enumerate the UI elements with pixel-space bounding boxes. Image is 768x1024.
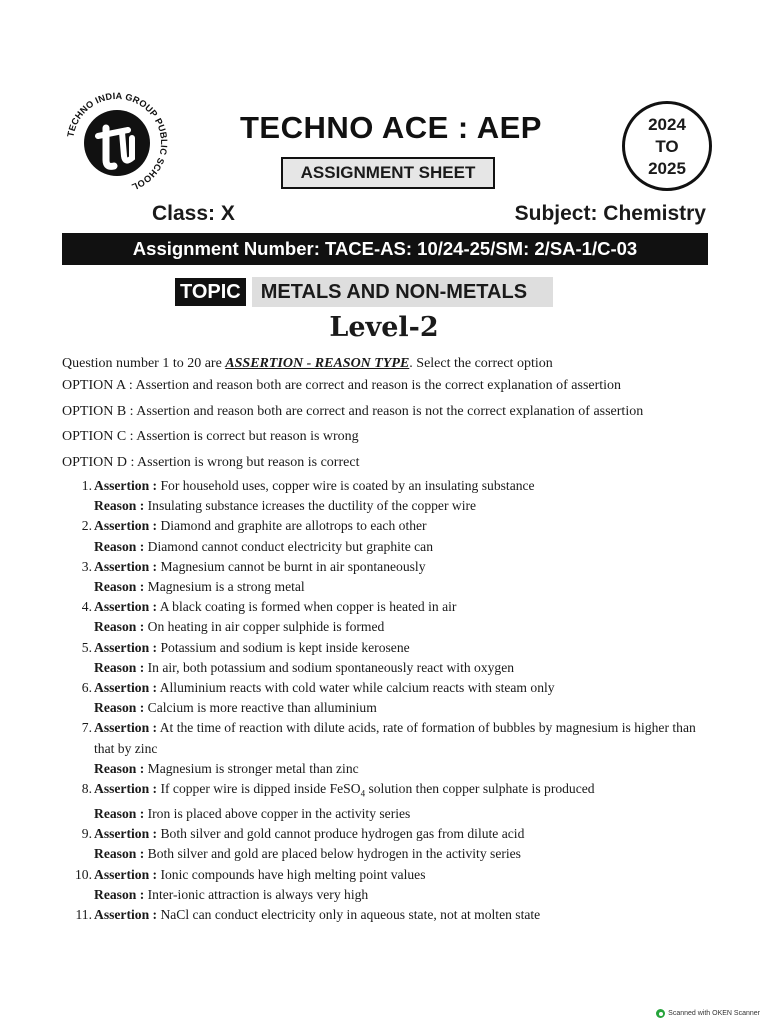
- reason-label: Reason :: [94, 846, 145, 862]
- assertion-line: [94, 779, 712, 804]
- assertion-label: Assertion :: [94, 518, 158, 534]
- topic-row: [175, 277, 553, 307]
- assertion-line: [94, 824, 712, 844]
- year-to: TO: [655, 137, 679, 156]
- assertion-line: [94, 476, 712, 496]
- reason-text: Magnesium is stronger metal than zinc: [144, 760, 359, 776]
- assertion-line: [94, 516, 712, 536]
- assertion-text: NaCl can conduct electricity only in aqueous state, not at molten state: [157, 906, 541, 922]
- topic-tag: TOPIC: [175, 278, 246, 306]
- assertion-text: Magnesium cannot be burnt in air spontaneously: [157, 558, 426, 574]
- school-logo: [62, 88, 172, 198]
- reason-label: Reason :: [94, 659, 145, 675]
- assertion-text: For household uses, copper wire is coated by an insulating substance: [157, 478, 535, 493]
- question-item: [62, 476, 712, 516]
- topic-name: METALS AND NON-METALS: [252, 277, 553, 307]
- reason-line: [94, 759, 712, 779]
- question-type-emphasis: ASSERTION - REASON TYPE: [225, 356, 410, 371]
- question-item: [62, 638, 712, 678]
- reason-line: [94, 844, 712, 864]
- assertion-text: Both silver and gold cannot produce hydrogen gas from dilute acid: [157, 826, 525, 842]
- assertion-label: Assertion :: [94, 639, 158, 655]
- question-number: 3.: [81, 558, 92, 574]
- question-item: [62, 905, 712, 925]
- assertion-label: Assertion :: [94, 781, 158, 797]
- sheet-subtitle: ASSIGNMENT SHEET: [281, 157, 495, 189]
- reason-line: [94, 658, 712, 678]
- question-item: [62, 516, 712, 556]
- academic-year-badge: [622, 101, 712, 191]
- question-item: [62, 597, 712, 637]
- intro-suffix: . Select the correct option: [409, 356, 553, 371]
- question-list: [62, 476, 712, 925]
- assertion-label: Assertion :: [94, 826, 158, 842]
- assertion-text: If copper wire is dipped inside FeSO: [157, 781, 361, 797]
- assignment-number-bar: Assignment Number: TACE-AS: 10/24-25/SM: 2/SA-1/C-03: [62, 233, 708, 265]
- reason-label: Reason :: [94, 538, 145, 554]
- assertion-label: Assertion :: [94, 680, 158, 696]
- question-item: [62, 865, 712, 905]
- assertion-text: Diamond and graphite are allotrops to each other: [157, 518, 427, 534]
- assertion-line: [94, 597, 712, 617]
- assertion-text: Potassium and sodium is kept inside kerosene: [157, 639, 410, 655]
- reason-label: Reason :: [94, 498, 145, 514]
- question-number: 5.: [81, 639, 92, 655]
- question-item: [62, 557, 712, 597]
- reason-line: [94, 804, 712, 824]
- reason-text: Magnesium is a strong metal: [144, 579, 305, 595]
- class-label: Class: X: [152, 202, 235, 225]
- question-number: 6.: [81, 680, 92, 696]
- assertion-label: Assertion :: [94, 558, 158, 574]
- reason-line: [94, 496, 712, 516]
- reason-label: Reason :: [94, 619, 145, 635]
- svg-text:TECHNO INDIA GROUP PUBLIC SCHO: TECHNO INDIA GROUP PUBLIC SCHOOL: [65, 90, 170, 193]
- formula-subscript: 4: [360, 788, 366, 799]
- intro-prefix: Question number 1 to 20 are: [62, 356, 226, 371]
- reason-text: Iron is placed above copper in the activity series: [144, 805, 411, 821]
- assertion-text: Ionic compounds have high melting point values: [157, 866, 426, 882]
- question-item: [62, 779, 712, 824]
- question-number: 1.: [81, 478, 92, 493]
- reason-label: Reason :: [94, 805, 145, 821]
- question-number: 8.: [81, 781, 92, 797]
- question-number: 11.: [75, 906, 92, 922]
- assertion-line: [94, 638, 712, 658]
- question-number: 10.: [75, 866, 92, 882]
- question-item: [62, 824, 712, 864]
- assertion-line: [94, 905, 712, 925]
- reason-text: Insulating substance icreases the ductility of the copper wire: [144, 498, 477, 514]
- year-start: 2024: [648, 115, 686, 134]
- subject-label: Subject: Chemistry: [514, 202, 706, 225]
- question-number: 9.: [81, 826, 92, 842]
- assertion-label: Assertion :: [94, 720, 158, 736]
- assertion-label: Assertion :: [94, 906, 158, 922]
- assertion-line: [94, 718, 712, 758]
- option-a: OPTION A : Assertion and reason both are correct and reason is the correct explanation of assertion: [62, 378, 622, 393]
- reason-line: [94, 537, 712, 557]
- reason-line: [94, 617, 712, 637]
- assertion-text: Alluminium reacts with cold water while calcium reacts with steam only: [157, 680, 555, 696]
- reason-label: Reason :: [94, 886, 145, 902]
- reason-label: Reason :: [94, 700, 145, 716]
- reason-line: [94, 577, 712, 597]
- reason-line: [94, 885, 712, 905]
- option-b: OPTION B : Assertion and reason both are correct and reason is not the correct explanation of assertion: [62, 404, 644, 419]
- reason-text: Inter-ionic attraction is always very high: [144, 886, 369, 902]
- reason-text: Both silver and gold are placed below hydrogen in the activity series: [144, 846, 521, 862]
- assertion-text-continued: solution then copper sulphate is produced: [365, 781, 595, 797]
- option-c: OPTION C : Assertion is correct but reason is wrong: [62, 429, 359, 444]
- reason-text: Diamond cannot conduct electricity but graphite can: [144, 538, 433, 554]
- assertion-label: Assertion :: [94, 866, 158, 882]
- level-heading: Level-2: [329, 312, 439, 343]
- scanner-watermark: [656, 1009, 760, 1018]
- assertion-line: [94, 865, 712, 885]
- reason-text: In air, both potassium and sodium spontaneously react with oxygen: [144, 659, 515, 675]
- assertion-line: [94, 557, 712, 577]
- assertion-label: Assertion :: [94, 599, 158, 615]
- question-number: 7.: [81, 720, 92, 736]
- year-end: 2025: [648, 159, 686, 178]
- assertion-text: A black coating is formed when copper is heated in air: [157, 599, 457, 615]
- assertion-line: [94, 678, 712, 698]
- assertion-label: Assertion :: [94, 478, 158, 493]
- reason-label: Reason :: [94, 760, 145, 776]
- question-item: [62, 718, 712, 779]
- reason-text: Calcium is more reactive than alluminium: [144, 700, 377, 716]
- reason-line: [94, 698, 712, 718]
- reason-label: Reason :: [94, 579, 145, 595]
- question-number: 2.: [81, 518, 92, 534]
- question-number: 4.: [81, 599, 92, 615]
- assertion-text: At the time of reaction with dilute acids, rate of formation of bubbles by magnesium is higher than that by zinc: [94, 720, 696, 756]
- option-d: OPTION D : Assertion is wrong but reason is correct: [62, 455, 360, 470]
- scanner-text: Scanned with OKEN Scanner: [668, 1010, 760, 1017]
- reason-text: On heating in air copper sulphide is formed: [144, 619, 385, 635]
- question-item: [62, 678, 712, 718]
- scanner-logo-icon: [656, 1009, 665, 1018]
- sheet-title: TECHNO ACE : AEP: [240, 110, 542, 145]
- instructions-intro: [62, 356, 553, 372]
